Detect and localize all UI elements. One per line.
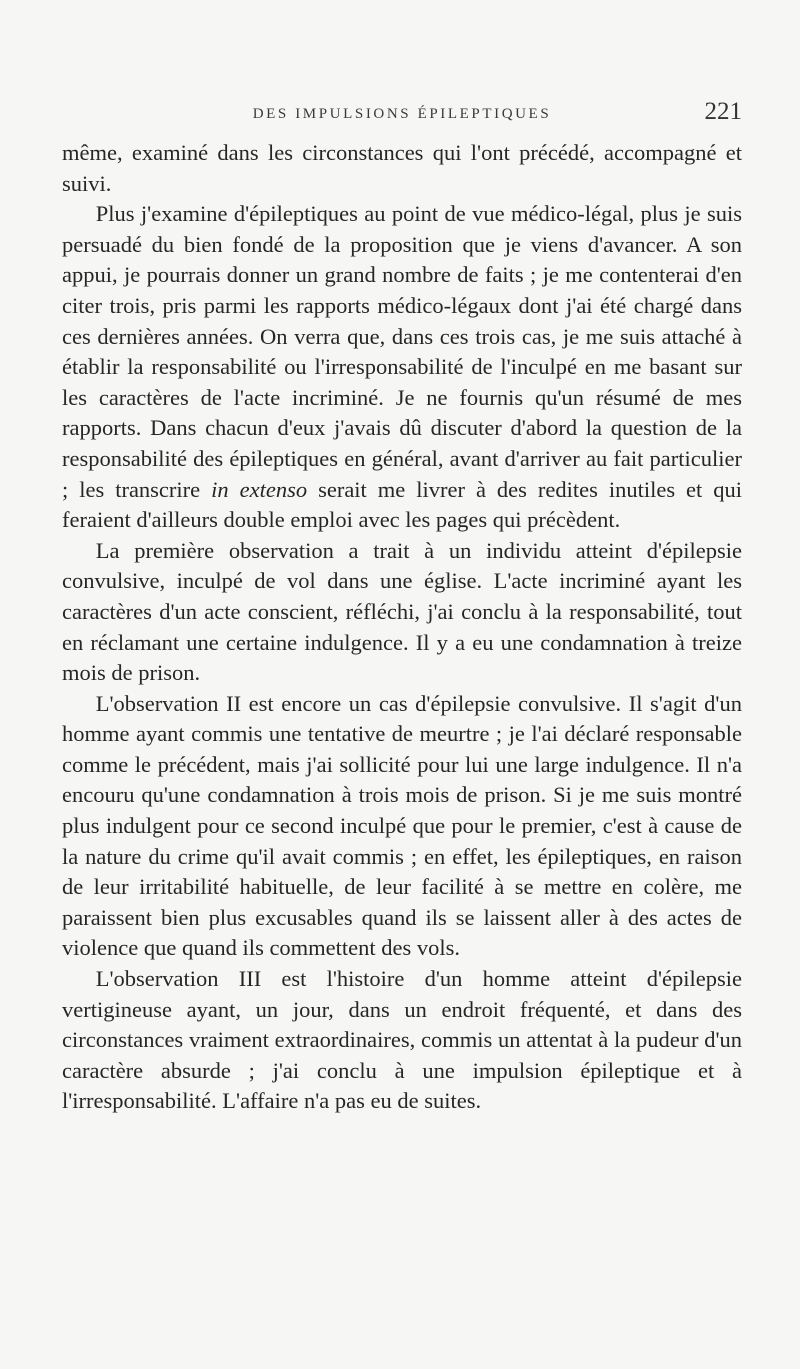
page-number: 221 — [704, 98, 742, 125]
paragraph — [62, 689, 742, 964]
paragraph-text-after: serait me livrer à des redites inutiles et qui feraient d'ailleurs double emploi avec les pages qui précèdent. — [62, 476, 743, 533]
body-text — [62, 138, 742, 1117]
paragraph-text: L'observation II est encore un cas d'épilepsie convulsive. Il s'agit d'un homme ayant commis une tentative de meurtre ; je l'ai déclaré responsable comme le précédent, mais j'ai sollicité pour lui une large indulgence. Il n'a encouru qu'une condamnation à trois mois de prison. Si je me suis montré plus indulgent pour ce second inculpé que pour le premier, c'est à cause de la nature du crime qu'il avait commis ; en effet, les épileptiques, en raison de leur irritabilité habituelle, de leur facilité à se mettre en colère, me paraissent bien plus excusables quand ils se laissent aller à des actes de violence que quand ils commettent des vols. — [62, 690, 742, 961]
paragraph — [62, 964, 742, 1117]
paragraph — [62, 536, 742, 689]
running-head — [62, 96, 742, 126]
book-page — [62, 96, 742, 1117]
paragraph-text: même, examiné dans les circonstances qui l'ont précédé, accompagné et suivi. — [62, 140, 742, 196]
paragraph-text: L'observation III est l'histoire d'un homme atteint d'épilepsie vertigineuse ayant, un jour, dans un endroit fréquenté, et dans des circonstances vraiment extraordinaires, commis un attentat à la pudeur d'un caractère absurde ; j'ai conclu à une impulsion épileptique et à l'irresponsabilité. L'affaire n'a pas eu de suites. — [62, 966, 742, 1114]
paragraph-continuation — [62, 138, 742, 199]
italic-phrase: in extenso — [211, 476, 308, 502]
paragraph-text: La première observation a trait à un individu atteint d'épilepsie convulsive, inculpé de vol dans une église. L'acte incriminé ayant les caractères d'un acte conscient, réfléchi, j'ai conclu à la responsabilité, tout en réclamant une certaine indulgence. Il y a eu une condamnation à treize mois de prison. — [62, 537, 742, 686]
paragraph-text: Plus j'examine d'épileptiques au point de vue médico-légal, plus je suis persuadé du bien fondé de la proposition que je viens d'avancer. A son appui, je pourrais donner un grand nombre de faits ; je me contenterai d'en citer trois, pris parmi les rapports médico-légaux dont j'ai été chargé dans ces dernières années. On verra que, dans ces trois cas, je me suis attaché à établir la responsabilité ou l'irresponsabilité de l'inculpé en me basant sur les caractères de l'acte incriminé. Je ne fournis qu'un résumé de mes rapports. Dans chacun d'eux j'avais dû discuter d'abord la question de la responsabilité des épileptiques en général, avant d'arriver au fait particulier ; les transcrire — [62, 201, 742, 502]
running-title: DES IMPULSIONS ÉPILEPTIQUES — [252, 106, 552, 122]
paragraph — [62, 199, 742, 536]
